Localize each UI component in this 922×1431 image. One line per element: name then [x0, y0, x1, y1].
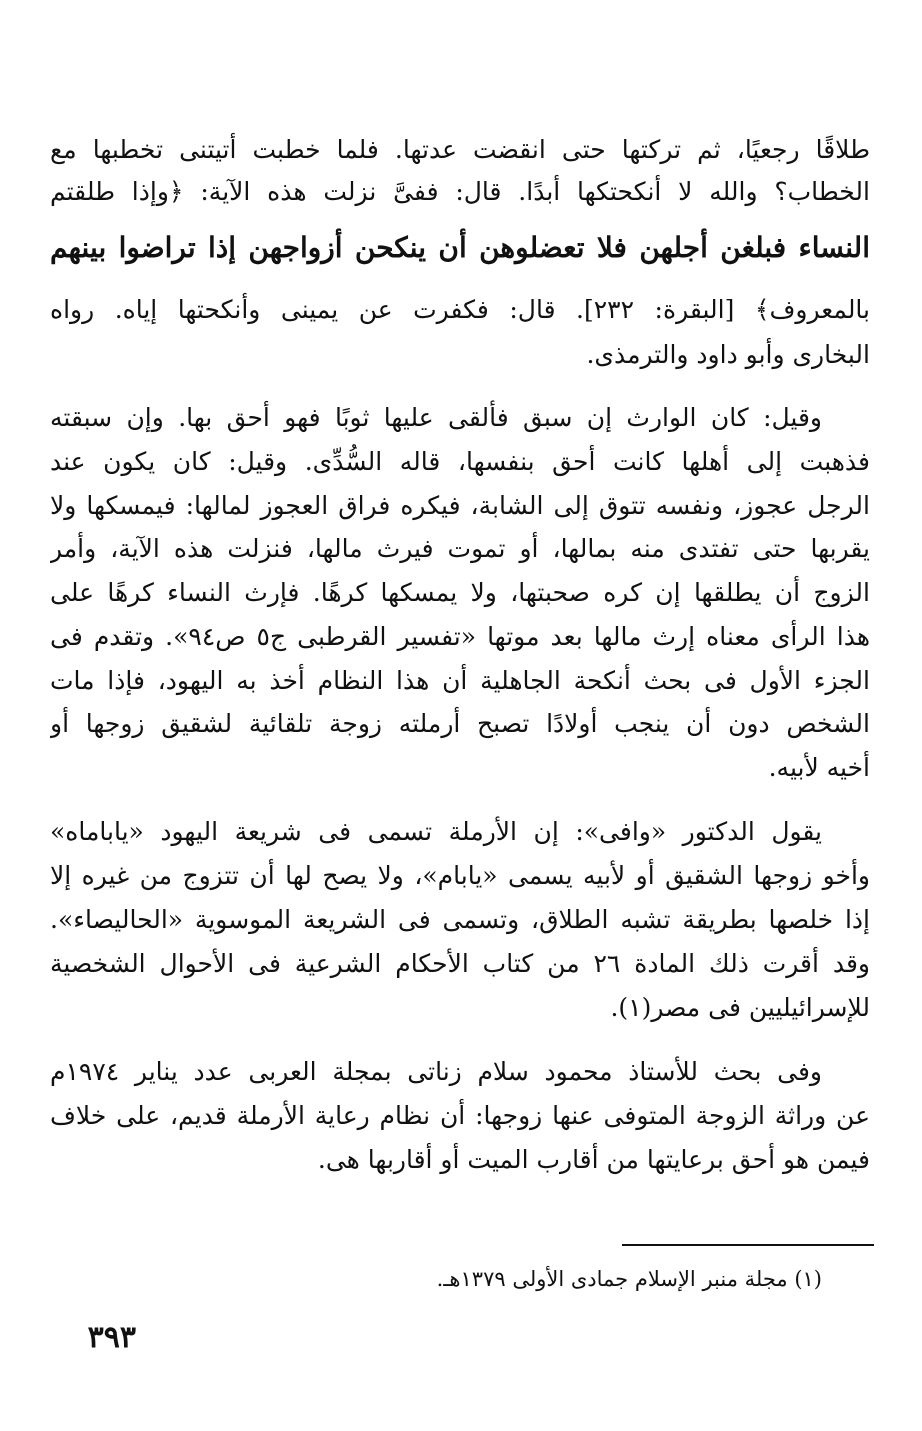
paragraph-1-line-3: النساء فبلغن أجلهن فلا تعضلوهن أن ينكحن أزواجهن إذا تراضوا بينهم: [50, 231, 870, 264]
paragraph-3-line-1: يقول الدكتور «وافى»: إن الأرملة تسمى فى شريعة اليهود «ياباماه»: [50, 817, 822, 846]
paragraph-2-line-2: فذهبت إلى أهلها كانت أحق بنفسها، قاله السُّدِّى. وقيل: كان يكون عند: [50, 447, 870, 476]
paragraph-2-line-9: أخيه لأبيه.: [768, 753, 870, 782]
paragraph-3-line-2: وأخو زوجها الشقيق أو لأبيه يسمى «يابام»، ولا يصح لها أن تتزوج من غيره إلا: [50, 861, 870, 890]
paragraph-1-line-5: البخارى وأبو داود والترمذى.: [586, 340, 870, 369]
paragraph-1-line-1: طلاقًا رجعيًا، ثم تركتها حتى انقضت عدتها. فلما خطبت أتيتنى تخطبها مع: [50, 135, 870, 164]
paragraph-2-line-5: الزوج أن يطلقها إن كره صحبتها، ولا يمسكها كرهًا. فإرث النساء كرهًا على: [50, 578, 870, 607]
paragraph-2-line-6: هذا الرأى معناه إرث مالها بعد موتها «تفسير القرطبى ج٥ ص٩٤». وتقدم فى: [50, 622, 870, 651]
paragraph-1-line-2: الخطاب؟ والله لا أنكحتكها أبدًا. قال: ففىَّ نزلت هذه الآية: ﴿وإذا طلقتم: [50, 177, 870, 206]
paragraph-2-line-3: الرجل عجوز، ونفسه تتوق إلى الشابة، فيكره فراق العجوز لمالها: فيمسكها ولا: [50, 491, 870, 520]
paragraph-4-line-1: وفى بحث للأستاذ محمود سلام زناتى بمجلة العربى عدد يناير ١٩٧٤م: [50, 1057, 822, 1086]
paragraph-2-line-4: يقربها حتى تفتدى منه بمالها، أو تموت فيرث مالها، فنزلت هذه الآية، وأمر: [50, 534, 870, 563]
paragraph-2-line-8: الشخص دون أن ينجب أولادًا تصبح أرملته زوجة تلقائية لشقيق زوجها أو: [50, 709, 870, 738]
footnote-separator: [622, 1244, 874, 1246]
paragraph-3-line-5: للإسرائيليين فى مصر(١).: [610, 993, 870, 1022]
paragraph-2-line-1: وقيل: كان الوارث إن سبق فألقى عليها ثوبًا فهو أحق بها. وإن سبقته: [50, 403, 822, 432]
paragraph-1-line-4: بالمعروف﴾ [البقرة: ٢٣٢]. قال: فكفرت عن يمينى وأنكحتها إياه. رواه: [50, 295, 870, 324]
paragraph-4-line-3: فيمن هو أحق برعايتها من أقارب الميت أو أقاربها هى.: [317, 1145, 870, 1174]
footnote: (١) مجلة منبر الإسلام جمادى الأولى ١٣٧٩هـ.: [436, 1267, 822, 1291]
paragraph-3-line-3: إذا خلصها بطريقة تشبه الطلاق، وتسمى فى الشريعة الموسوية «الحاليصاء».: [50, 905, 870, 934]
paragraph-2-line-7: الجزء الأول فى بحث أنكحة الجاهلية أن هذا النظام أخذ به اليهود، فإذا مات: [50, 666, 870, 695]
page-number: ٣٩٣: [87, 1320, 136, 1355]
paragraph-3-line-4: وقد أقرت ذلك المادة ٢٦ من كتاب الأحكام الشرعية فى الأحوال الشخصية: [50, 949, 870, 978]
paragraph-4-line-2: عن وراثة الزوجة المتوفى عنها زوجها: أن نظام رعاية الأرملة قديم، على خلاف: [50, 1101, 870, 1130]
